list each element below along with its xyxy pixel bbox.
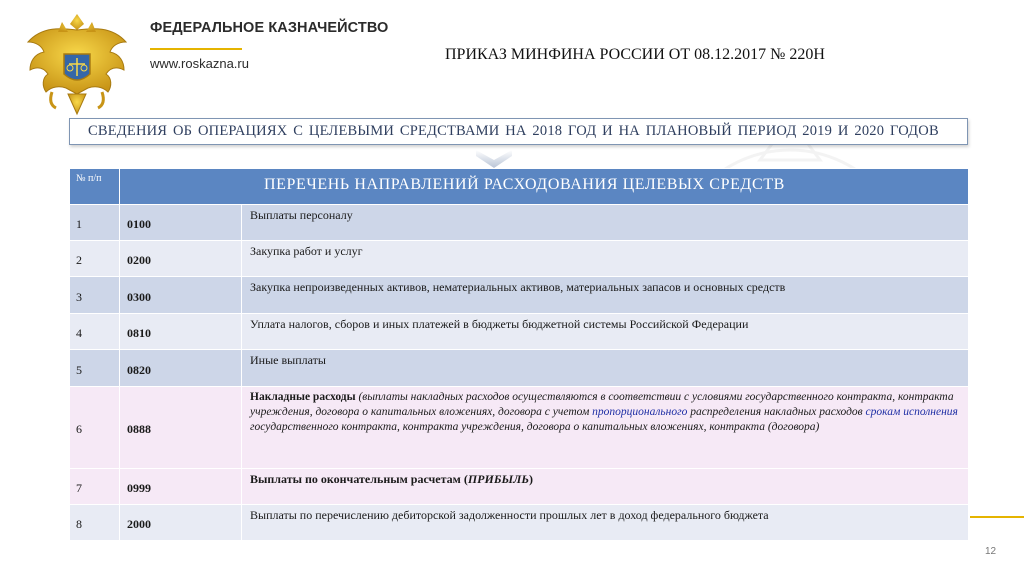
row-text-bold: Выплаты по окончательным расчетам ( [250,472,468,486]
page-number: 12 [985,546,997,557]
table-row [70,241,969,277]
order-title: ПРИКАЗ МИНФИНА РОССИИ ОТ 08.12.2017 № 220Н [445,46,825,63]
row-number: 1 [70,205,120,241]
row-code: 0810 [120,314,242,350]
table-header-row [70,169,969,205]
row-text-part-c: государственного контракта, контракта учреждения, договора о капитальных вложениях, контракта (договора) [250,421,820,433]
row-text: Уплата налогов, сборов и иных платежей в бюджеты бюджетной системы Российской Федерации [242,314,969,350]
table-row [70,387,969,469]
row-code: 2000 [120,505,242,541]
org-name-underline [150,48,242,50]
column-header-title: ПЕРЕЧЕНЬ НАПРАВЛЕНИЙ РАСХОДОВАНИЯ ЦЕЛЕВЫХ СРЕДСТВ [120,169,969,205]
table-row [70,277,969,314]
row-text: Выплаты по перечислению дебиторской задолженности прошлых лет в доход федерального бюджета [242,505,969,541]
row-text [242,469,969,505]
row-text-part-b: распределения накладных расходов [687,406,866,418]
chevron-down-icon [474,148,514,170]
treasury-emblem [22,8,132,120]
row-code: 0300 [120,277,242,314]
org-url-link[interactable]: www.roskazna.ru [150,56,249,71]
row-number: 8 [70,505,120,541]
row-code: 0820 [120,350,242,387]
org-name: ФЕДЕРАЛЬНОЕ КАЗНАЧЕЙСТВО [150,20,389,36]
row-text [242,387,969,469]
table-row [70,314,969,350]
table-row [70,350,969,387]
row-text-bold: Накладные расходы [250,391,356,403]
row-number: 6 [70,387,120,469]
row-number: 7 [70,469,120,505]
row-text: Закупка непроизведенных активов, нематериальных активов, материальных запасов и основных средств [242,277,969,314]
row-number: 3 [70,277,120,314]
table-row [70,505,969,541]
row-text-bold-end: ) [528,472,533,486]
row-text-link-proportional[interactable]: пропорционального [592,406,688,418]
column-header-number: № п/п [70,169,120,205]
info-box: СВЕДЕНИЯ ОБ ОПЕРАЦИЯХ С ЦЕЛЕВЫМИ СРЕДСТВАМИ НА 2018 ГОД И НА ПЛАНОВЫЙ ПЕРИОД 2019 И 2020 ГОДОВ [69,118,968,145]
row-code: 0999 [120,469,242,505]
row-code: 0888 [120,387,242,469]
row-number: 2 [70,241,120,277]
table-row [70,205,969,241]
row-text-part-a: (выплаты накладных расходов осуществляются в соответствии с условиями государственного контракта, контракта учреждения, договора о капитальных вложениях, договора с учетом [250,391,954,418]
row-code: 0200 [120,241,242,277]
accent-line [970,516,1024,518]
row-text-bold-italic: ПРИБЫЛЬ [467,472,529,486]
row-text: Иные выплаты [242,350,969,387]
row-code: 0100 [120,205,242,241]
row-text: Выплаты персоналу [242,205,969,241]
directions-table [69,168,969,541]
row-number: 4 [70,314,120,350]
table-row [70,469,969,505]
row-number: 5 [70,350,120,387]
row-text-link-terms[interactable]: срокам исполнения [865,406,958,418]
row-text: Закупка работ и услуг [242,241,969,277]
